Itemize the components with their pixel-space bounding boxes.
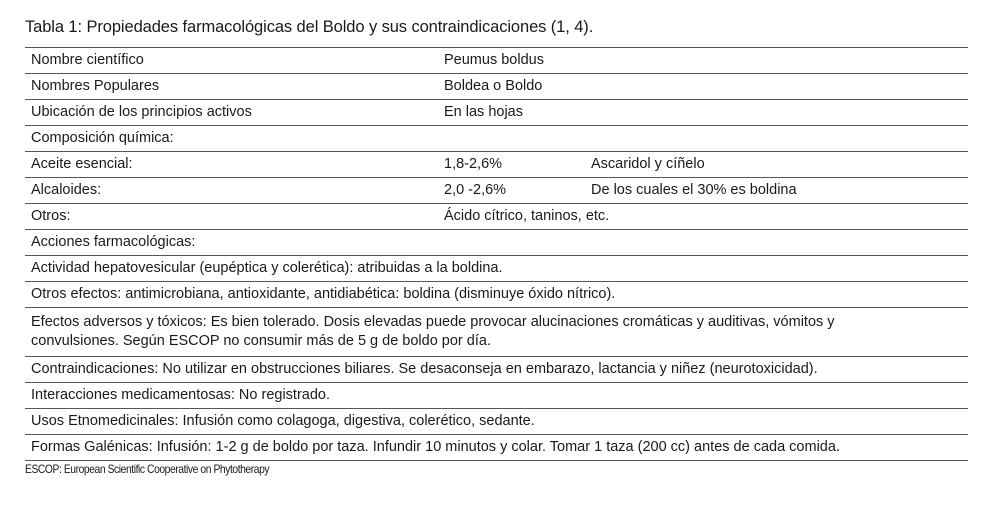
row-text: Usos Etnomedicinales: Infusión como colagoga, digestiva, colerético, sedante. bbox=[25, 409, 968, 435]
row-text: Interacciones medicamentosas: No registrado. bbox=[25, 383, 968, 409]
table-row bbox=[25, 74, 968, 100]
row-text: Contraindicaciones: No utilizar en obstrucciones biliares. Se desaconseja en embarazo, lactancia y niñez (neurotoxicidad). bbox=[25, 357, 968, 383]
row-label: Nombre científico bbox=[25, 48, 438, 74]
row-label: Nombres Populares bbox=[25, 74, 438, 100]
row-note: De los cuales el 30% es boldina bbox=[585, 178, 968, 204]
row-value: Peumus boldus bbox=[438, 48, 968, 74]
row-value: 2,0 -2,6% bbox=[438, 178, 585, 204]
table-row bbox=[25, 152, 968, 178]
row-value: En las hojas bbox=[438, 100, 968, 126]
row-text: Actividad hepatovesicular (eupéptica y colerética): atribuidas a la boldina. bbox=[25, 256, 968, 282]
table-row bbox=[25, 100, 968, 126]
table-row bbox=[25, 409, 968, 435]
row-text-line: Efectos adversos y tóxicos: Es bien tolerado. Dosis elevadas puede provocar alucinaciones cromáticas y auditivas, vómitos y bbox=[31, 314, 835, 330]
pharmacology-table bbox=[25, 47, 968, 461]
table-row bbox=[25, 357, 968, 383]
table-row bbox=[25, 256, 968, 282]
section-heading: Composición química: bbox=[25, 126, 968, 152]
row-label: Ubicación de los principios activos bbox=[25, 100, 438, 126]
footnote: ESCOP: European Scientific Cooperative on Phytotherapy bbox=[25, 462, 270, 476]
row-value: Ácido cítrico, taninos, etc. bbox=[438, 204, 968, 230]
row-label: Alcaloides: bbox=[25, 178, 438, 204]
table-row bbox=[25, 126, 968, 152]
row-value: 1,8-2,6% bbox=[438, 152, 585, 178]
table-row bbox=[25, 282, 968, 308]
table-row bbox=[25, 48, 968, 74]
row-note: Ascaridol y cíñelo bbox=[585, 152, 968, 178]
table-row bbox=[25, 230, 968, 256]
table-row bbox=[25, 178, 968, 204]
table-row bbox=[25, 308, 968, 357]
row-text: Otros efectos: antimicrobiana, antioxidante, antidiabética: boldina (disminuye óxido nítrico). bbox=[25, 282, 968, 308]
row-label: Aceite esencial: bbox=[25, 152, 438, 178]
row-value: Boldea o Boldo bbox=[438, 74, 968, 100]
table-row bbox=[25, 204, 968, 230]
table-caption: Tabla 1: Propiedades farmacológicas del Boldo y sus contraindicaciones (1, 4). bbox=[25, 18, 594, 36]
row-text-line: convulsiones. Según ESCOP no consumir más de 5 g de boldo por día. bbox=[31, 333, 491, 349]
table-row bbox=[25, 435, 968, 461]
section-heading: Acciones farmacológicas: bbox=[25, 230, 968, 256]
row-label: Otros: bbox=[25, 204, 438, 230]
row-text bbox=[25, 308, 968, 357]
table-row bbox=[25, 383, 968, 409]
row-text: Formas Galénicas: Infusión: 1-2 g de boldo por taza. Infundir 10 minutos y colar. Tomar 1 taza (200 cc) antes de cada comida. bbox=[25, 435, 968, 461]
